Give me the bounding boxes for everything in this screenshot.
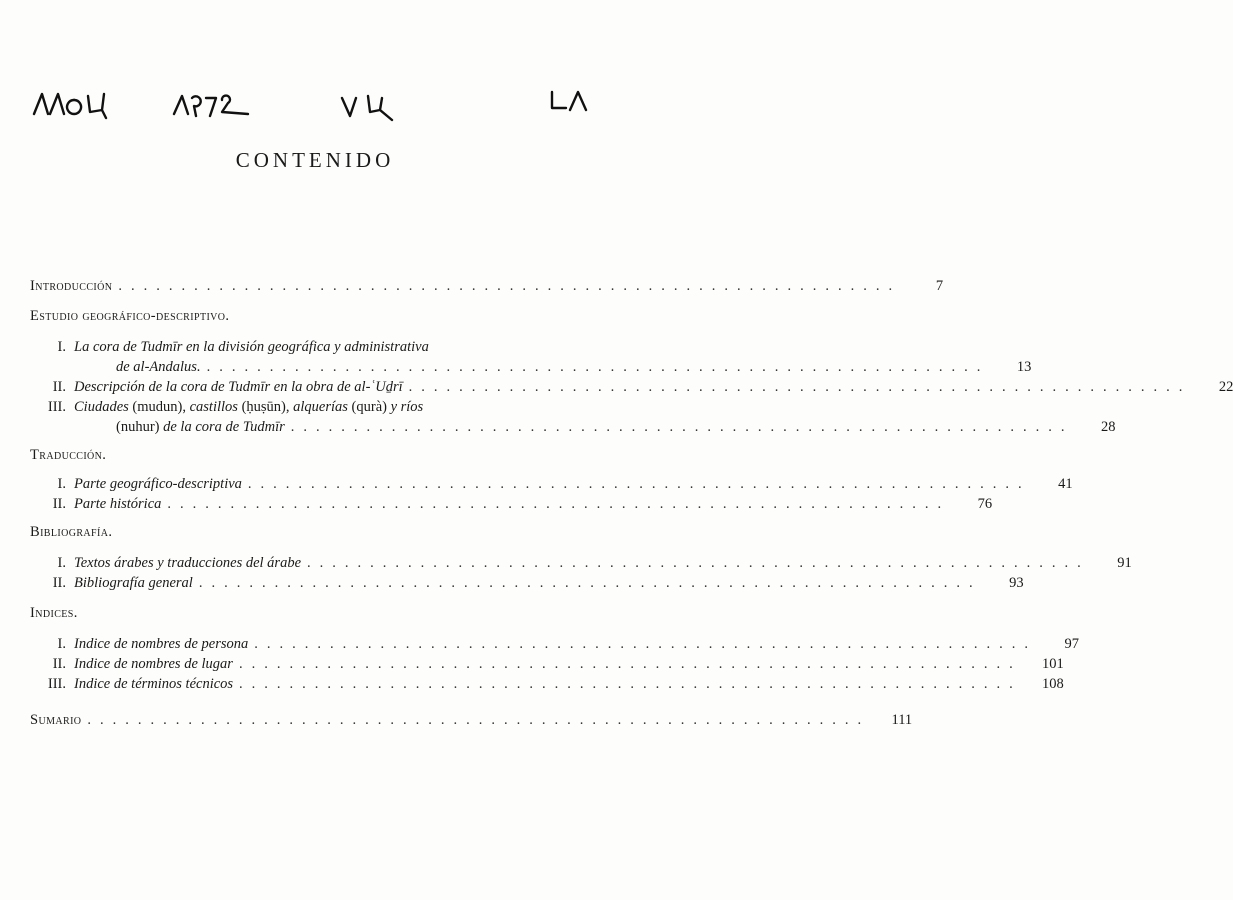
toc-label-part: de la cora de Tudmīr [163,419,285,435]
toc-label-part: y ríos [390,399,424,415]
toc-entry-estudio-1-line1[interactable] [30,337,590,357]
toc-entry-indices-2[interactable] [30,654,1064,674]
toc-number: II. [52,575,66,591]
toc-label: de al-Andalus. [116,359,201,375]
toc-heading-traduccion: Traducción. [30,447,107,463]
leader-dots: .............................................................. [118,278,902,294]
toc-number: III. [47,399,66,415]
toc-entry-sumario[interactable] [30,710,913,730]
toc-number: II. [52,496,66,512]
toc-page: 28 [1101,419,1116,435]
leader-dots: .............................................................. [206,359,990,375]
toc-label: Sumario [30,712,82,728]
leader-dots: .............................................................. [198,575,982,591]
toc-entry-traduccion-2[interactable] [30,494,993,514]
toc-label: Bibliografía general [74,575,193,591]
leader-dots: .............................................................. [239,676,1022,692]
toc-heading-indices: Indices. [30,605,78,621]
toc-page: 13 [1016,359,1032,375]
toc-number: I. [57,339,66,355]
toc-number: II. [52,379,66,395]
toc-label-part: Ciudades [74,399,129,415]
leader-dots: .............................................................. [238,656,1022,672]
toc-label: Indice de términos técnicos [74,676,234,692]
toc-heading-bibliografia: Bibliografía. [30,524,113,540]
leader-dots: .............................................................. [247,476,1031,492]
toc-entry-traduccion-1[interactable] [30,474,1073,494]
leader-dots: .............................................................. [167,496,951,512]
toc-number: III. [47,676,66,692]
toc-page: 41 [1058,476,1073,492]
toc-number: II. [52,656,66,672]
toc-page: 101 [1041,656,1064,672]
toc-page: 91 [1117,555,1132,571]
toc-page: 7 [935,278,944,294]
toc-entry-indices-1[interactable] [30,634,1079,654]
toc-label: Descripción de la cora de Tudmīr en la obra de al-ʿUḏrī [74,379,403,395]
toc-heading-estudio: Estudio geográfico-descriptivo. [30,308,230,324]
toc-number: I. [57,476,66,492]
toc-entry-estudio-2[interactable] [30,377,1233,397]
toc-page: 97 [1064,636,1079,652]
leader-dots: .............................................................. [254,636,1037,652]
toc-page: 108 [1042,676,1064,692]
toc-label: Indice de nombres de persona [74,636,249,652]
toc-label-part: castillos [189,399,238,415]
toc-label: Parte geográfico-descriptiva [74,476,242,492]
toc-page: 111 [891,712,913,728]
leader-dots: .............................................................. [408,379,1192,395]
toc-entry-estudio-3-line1[interactable] [30,397,590,417]
toc-label-part: (nuhur) [116,419,164,435]
toc-entry-estudio-3-line2[interactable] [30,417,1116,437]
toc-label-part: (mudun), [128,399,190,415]
page-title: CONTENIDO [235,148,395,172]
toc-label-part: alquerías [293,399,348,415]
leader-dots: .............................................................. [87,712,871,728]
toc-page: 76 [977,496,993,512]
toc-label-part: (ḥuṣūn), [237,399,294,415]
toc-label: Parte histórica [74,496,162,512]
leader-dots: .............................................................. [290,419,1074,435]
toc-number: I. [57,555,66,571]
toc-label: Textos árabes y traducciones del árabe [74,555,302,571]
toc-label: Indice de nombres de lugar [74,656,233,672]
toc-number: I. [57,636,66,652]
toc-entry-estudio-1-line2[interactable] [30,357,1032,377]
toc-entry-introduccion[interactable] [30,276,944,296]
toc-page: 93 [1009,575,1024,591]
leader-dots: .............................................................. [307,555,1090,571]
toc-entry-bibliografia-1[interactable] [30,553,1132,573]
toc-label: La cora de Tudmīr en la división geográfica y administrativa [74,339,429,355]
toc-entry-bibliografia-2[interactable] [30,573,1024,593]
toc-label: Introducción [30,278,113,294]
toc-entry-indices-3[interactable] [30,674,1064,694]
toc-label-part: (qurà) [347,399,391,415]
toc-page: 22 [1218,379,1233,395]
